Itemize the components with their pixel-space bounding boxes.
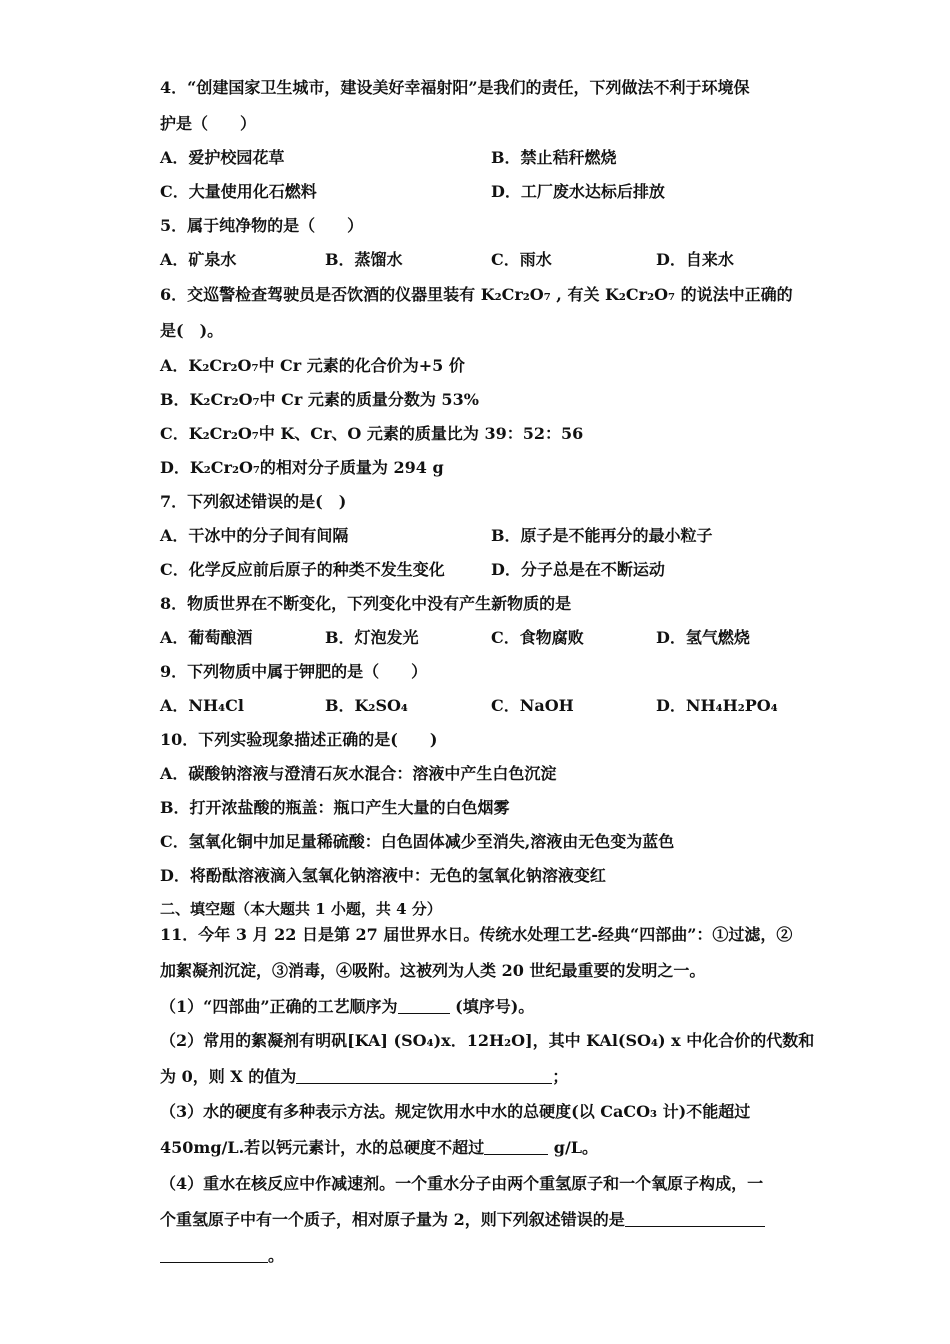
q7-option-d[interactable]: D．分子总是在不断运动 — [491, 560, 665, 579]
q4-option-c[interactable]: C．大量使用化石燃料 — [160, 182, 317, 201]
q10-option-d[interactable]: D．将酚酞溶液滴入氢氧化钠溶液中：无色的氢氧化钠溶液变红 — [160, 866, 606, 885]
q4-option-b[interactable]: B．禁止秸秆燃烧 — [491, 148, 617, 167]
q9-option-a[interactable]: A．NH₄Cl — [160, 696, 244, 715]
q11-part2-suffix: ； — [552, 1067, 569, 1086]
q6-stem-line2: 是( )。 — [160, 321, 224, 340]
q9-option-d[interactable]: D．NH₄H₂PO₄ — [656, 696, 778, 715]
q9-option-b[interactable]: B．K₂SO₄ — [325, 696, 408, 715]
q7-option-a[interactable]: A．干冰中的分子间有间隔 — [160, 526, 349, 545]
q5-option-a[interactable]: A．矿泉水 — [160, 250, 237, 269]
q11-part4-line1: （4）重水在核反应中作减速剂。一个重水分子由两个重氢原子和一个氧原子构成，一 — [160, 1174, 764, 1193]
q10-option-b[interactable]: B．打开浓盐酸的瓶盖：瓶口产生大量的白色烟雾 — [160, 798, 510, 817]
q11-part4 — [160, 1210, 765, 1230]
q6-option-c[interactable]: C．K₂Cr₂O₇中 K、Cr、O 元素的质量比为 39：52：56 — [160, 424, 584, 443]
q8-option-d[interactable]: D．氢气燃烧 — [656, 628, 750, 647]
q11-stem-line1: 11．今年 3 月 22 日是第 27 届世界水日。传统水处理工艺-经典“四部曲”：①过滤，② — [160, 925, 793, 944]
q5-option-b[interactable]: B．蒸馏水 — [325, 250, 403, 269]
q5-option-c[interactable]: C．雨水 — [491, 250, 552, 269]
q9-option-c[interactable]: C．NaOH — [491, 696, 574, 715]
q8-stem: 8．物质世界在不断变化，下列变化中没有产生新物质的是 — [160, 594, 572, 613]
q6-option-a[interactable]: A．K₂Cr₂O₇中 Cr 元素的化合价为+5 价 — [160, 356, 465, 375]
q10-option-a[interactable]: A．碳酸钠溶液与澄清石灰水混合：溶液中产生白色沉淀 — [160, 764, 557, 783]
q4-stem-line2: 护是（ ） — [160, 114, 257, 133]
q10-stem: 10．下列实验现象描述正确的是( ) — [160, 730, 438, 749]
q11-part2-line1: （2）常用的絮凝剂有明矾[KA] (SO₄)x．12H₂O]，其中 KAl(SO₄) x 中化合价的代数和 — [160, 1031, 815, 1050]
q11-part1-suffix: (填序号)。 — [449, 997, 535, 1016]
answer-blank-2[interactable] — [296, 1067, 552, 1084]
q6-stem-line1: 6．交巡警检查驾驶员是否饮酒的仪器里装有 K₂Cr₂O₇ , 有关 K₂Cr₂O₇ 的说法中正确的 — [160, 285, 793, 304]
q5-stem: 5．属于纯净物的是（ ） — [160, 216, 364, 235]
q10-option-c[interactable]: C．氢氧化铜中加足量稀硫酸：白色固体减少至消失,溶液由无色变为蓝色 — [160, 832, 675, 851]
q4-option-a[interactable]: A．爱护校园花草 — [160, 148, 285, 167]
q8-option-b[interactable]: B．灯泡发光 — [325, 628, 419, 647]
q11-part2 — [160, 1067, 568, 1087]
q11-part3-suffix: g/L。 — [548, 1138, 599, 1157]
q8-option-c[interactable]: C．食物腐败 — [491, 628, 584, 647]
q7-option-c[interactable]: C．化学反应前后原子的种类不发生变化 — [160, 560, 445, 579]
q6-option-d[interactable]: D．K₂Cr₂O₇的相对分子质量为 294 g — [160, 458, 444, 477]
q8-option-a[interactable]: A．葡萄酿酒 — [160, 628, 253, 647]
answer-blank-4b[interactable] — [160, 1246, 268, 1263]
q7-stem: 7．下列叙述错误的是( ) — [160, 492, 347, 511]
q11-part4-line3 — [160, 1246, 284, 1266]
q11-part2-text: 为 0，则 X 的值为 — [160, 1067, 297, 1086]
q11-part3 — [160, 1138, 598, 1158]
q11-part4-end: 。 — [268, 1246, 285, 1265]
q11-part3-text: 450mg/L.若以钙元素计，水的总硬度不超过 — [160, 1138, 485, 1157]
q11-part4-text: 个重氢原子中有一个质子，相对原子量为 2，则下列叙述错误的是 — [160, 1210, 625, 1229]
q11-part1 — [160, 997, 534, 1017]
section-title: 二、填空题（本大题共 1 小题，共 4 分） — [160, 900, 442, 918]
answer-blank-1[interactable] — [398, 997, 450, 1014]
answer-blank-3[interactable] — [484, 1138, 548, 1155]
q7-option-b[interactable]: B．原子是不能再分的最小粒子 — [491, 526, 713, 545]
q11-part1-text: （1）“四部曲”正确的工艺顺序为 — [160, 997, 398, 1016]
q11-part3-line1: （3）水的硬度有多种表示方法。规定饮用水中水的总硬度(以 CaCO₃ 计)不能超过 — [160, 1102, 751, 1121]
q4-option-d[interactable]: D．工厂废水达标后排放 — [491, 182, 665, 201]
answer-blank-4a[interactable] — [625, 1210, 765, 1227]
q9-stem: 9．下列物质中属于钾肥的是（ ） — [160, 662, 428, 681]
q11-stem-line2: 加絮凝剂沉淀，③消毒，④吸附。这被列为人类 20 世纪最重要的发明之一。 — [160, 961, 706, 980]
q4-stem-line1: 4．“创建国家卫生城市，建设美好幸福射阳”是我们的责任，下列做法不利于环境保 — [160, 78, 750, 97]
q5-option-d[interactable]: D．自来水 — [656, 250, 734, 269]
q6-option-b[interactable]: B．K₂Cr₂O₇中 Cr 元素的质量分数为 53% — [160, 390, 479, 409]
